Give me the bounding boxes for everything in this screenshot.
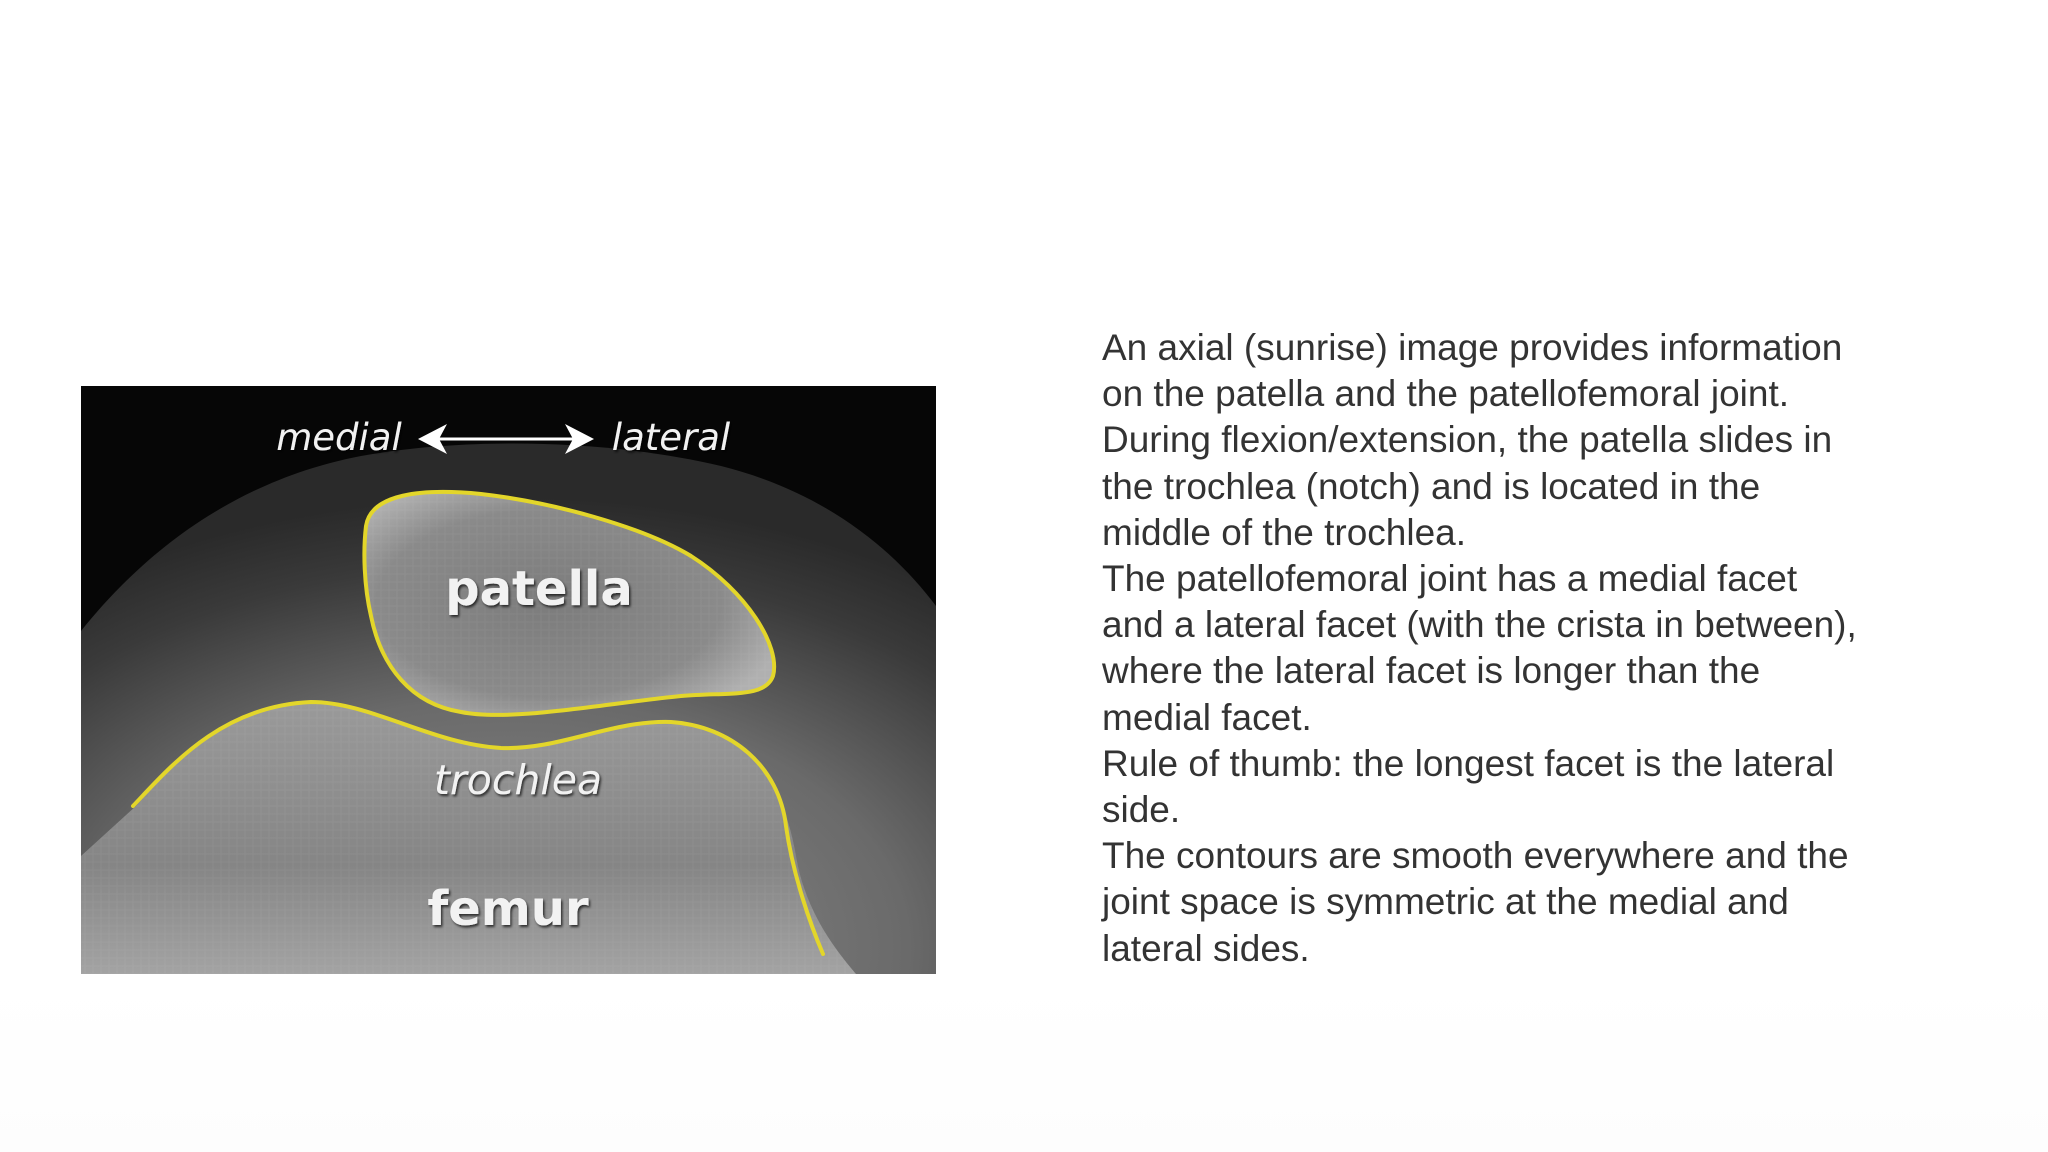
paragraph-rule-of-thumb: Rule of thumb: the longest facet is the lateral side.: [1102, 742, 1835, 831]
trochlea-label: trochlea: [433, 756, 603, 804]
paragraph-axial-image: An axial (sunrise) image provides information on the patella and the patellofemoral joint.: [1102, 327, 1843, 415]
paragraph-facets: The patellofemoral joint has a medial facet and a lateral facet (with the crista in between), where the lateral facet is longer than the medial facet.: [1102, 558, 1857, 738]
paragraph-flexion-extension: During flexion/extension, the patella slides in the trochlea (notch) and is located in the middle of the trochlea.: [1102, 419, 1833, 553]
femur-label: femur: [427, 881, 589, 937]
explanation-text-block: [1102, 325, 1862, 972]
paragraph-contours: The contours are smooth everywhere and the joint space is symmetric at the medial and lateral sides.: [1102, 835, 1849, 969]
lateral-label: lateral: [611, 416, 731, 459]
xray-illustration: [81, 386, 936, 974]
medial-label: medial: [276, 416, 402, 459]
knee-sunrise-xray-figure: [81, 386, 936, 974]
patella-label: patella: [445, 561, 633, 617]
